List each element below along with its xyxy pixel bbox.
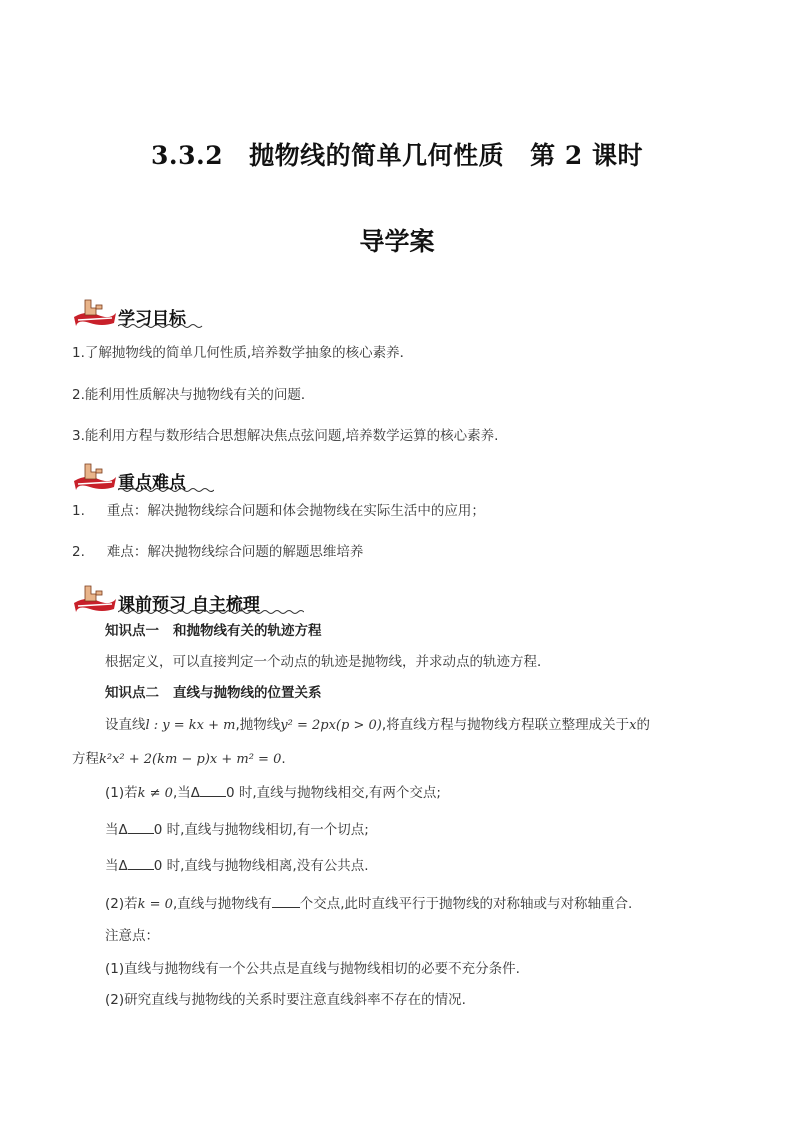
- section-title: 学习目标: [118, 309, 186, 329]
- section-underline: [118, 487, 214, 493]
- case-intersect: (1)若k ≠ 0,当Δ 0 时,直线与抛物线相交,有两个交点;: [105, 785, 441, 801]
- knowledge-point-1-heading: 知识点一 和抛物线有关的轨迹方程: [105, 623, 322, 639]
- goal-item: 2.能利用性质解决与抛物线有关的问题．: [72, 387, 315, 403]
- section-underline: [118, 323, 204, 329]
- knowledge-point-1-text: 根据定义，可以直接判定一个动点的轨迹是抛物线，并求动点的轨迹方程．: [105, 654, 551, 670]
- key-point-item: 2. 难点：解决抛物线综合问题的解题思维培养: [72, 544, 364, 560]
- goal-item: 1.了解抛物线的简单几何性质,培养数学抽象的核心素养．: [72, 345, 414, 361]
- case-tangent: 当Δ 0 时,直线与抛物线相切,有一个切点;: [105, 822, 369, 838]
- section-title: 重点难点: [118, 473, 186, 493]
- hand-pointing-badge-icon: [72, 460, 118, 492]
- note-title: 注意点：: [105, 928, 159, 944]
- goal-item: 3.能利用方程与数形结合思想解决焦点弦问题,培养数学运算的核心素养.: [72, 428, 499, 444]
- key-point-item: 1. 重点：解决抛物线综合问题和体会抛物线在实际生活中的应用；: [72, 503, 485, 519]
- quadratic-equation-text: 方程k²x² + 2(km − p)x + m² = 0.: [72, 751, 286, 767]
- hand-pointing-badge-icon: [72, 582, 118, 614]
- page-subtitle: 导学案: [359, 227, 435, 256]
- note-item: (1)直线与抛物线有一个公共点是直线与抛物线相切的必要不充分条件.: [105, 961, 520, 977]
- fill-blank[interactable]: [128, 856, 154, 870]
- knowledge-point-2-heading: 知识点二 直线与抛物线的位置关系: [105, 685, 322, 701]
- section-title: 课前预习 自主梳理: [118, 595, 260, 615]
- case-separate: 当Δ 0 时,直线与抛物线相离,没有公共点.: [105, 858, 369, 874]
- title-period: 第 2 课时: [530, 141, 643, 170]
- case-parallel: (2)若k = 0,直线与抛物线有 个交点,此时直线平行于抛物线的对称轴或与对称轴重合.: [105, 896, 633, 912]
- note-item: (2)研究直线与抛物线的关系时要注意直线斜率不存在的情况.: [105, 992, 466, 1008]
- title-topic: 抛物线的简单几何性质: [249, 141, 505, 170]
- fill-blank[interactable]: [128, 820, 154, 834]
- title-lesson-number: 3.3.2: [151, 141, 224, 170]
- fill-blank[interactable]: [200, 783, 226, 797]
- page-title: [0, 136, 794, 172]
- section-underline: [118, 609, 304, 615]
- hand-pointing-badge-icon: [72, 296, 118, 328]
- fill-blank[interactable]: [272, 894, 300, 908]
- line-equation-text: 设直线l : y = kx + m,抛物线y² = 2px(p > 0),将直线方程与抛物线方程联立整理成关于x的: [105, 717, 650, 733]
